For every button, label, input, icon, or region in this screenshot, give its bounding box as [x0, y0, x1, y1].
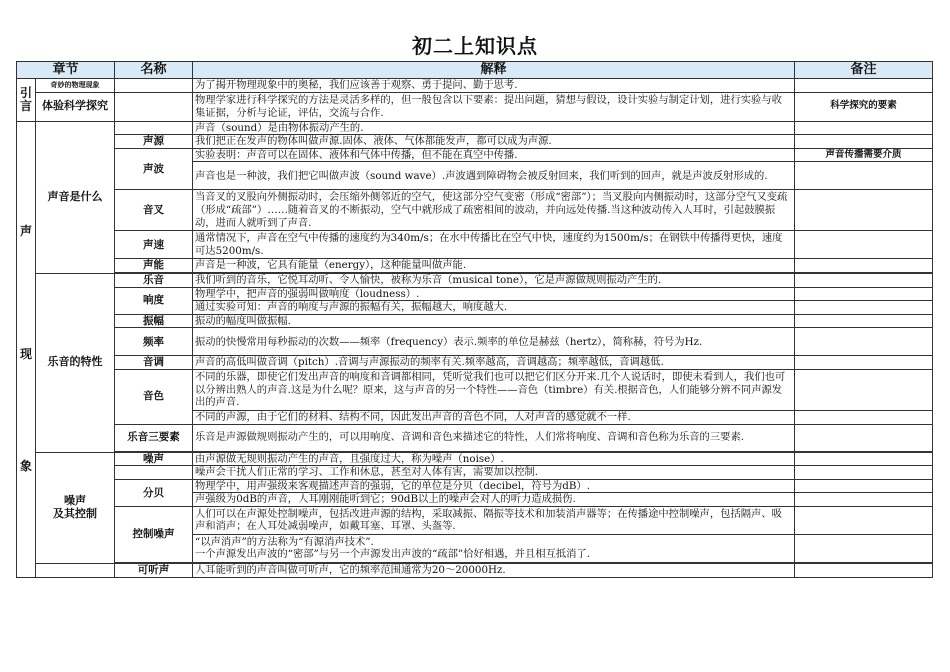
- page-title: 初二上知识点: [412, 34, 538, 58]
- table-row: [17, 92, 933, 121]
- chapter-cell: 乐音的特性: [36, 273, 115, 452]
- name-cell: 音叉: [115, 190, 193, 231]
- table-row: [17, 479, 933, 493]
- table-row: [17, 231, 933, 259]
- note-cell: [795, 493, 933, 507]
- explanation-cell: [193, 534, 795, 562]
- note-cell: 声音传播需要介质: [795, 148, 933, 162]
- table-row: [17, 369, 933, 410]
- name-cell: 乐音三要素: [115, 424, 193, 451]
- table-row: [17, 121, 933, 135]
- note-cell: [795, 273, 933, 287]
- chapter-cell: 体验科学探究: [36, 92, 115, 121]
- name-cell: 音调: [115, 356, 193, 370]
- section-char: 引: [19, 86, 32, 101]
- chapter-cell: 噪声 及其控制: [36, 452, 115, 563]
- name-cell: 声波: [115, 148, 193, 190]
- explanation-cell: 通常情况下，声音在空气中传播的速度约为340m/s；在水中传播比在空气中快，速度约为1500m/s；在钢铁中传播得更快，速度可达5200m/s.: [193, 231, 795, 259]
- name-cell: 声能: [115, 259, 193, 273]
- note-cell: [795, 287, 933, 301]
- note-cell: [795, 301, 933, 315]
- note-cell: [795, 369, 933, 410]
- explanation-cell: 物理学中，用声强级来客观描述声音的强弱，它的单位是分贝（decibel，符号为dB）.: [193, 479, 795, 493]
- section-char: 现: [19, 346, 32, 361]
- name-cell: 声速: [115, 231, 193, 259]
- table-row: [17, 356, 933, 370]
- header-explanation: 解释: [193, 62, 795, 79]
- table-row: [17, 190, 933, 231]
- explanation-cell: 声音的高低叫做音调（pitch）.音调与声源振动的频率有关.频率越高，音调越高；频率越低，音调越低.: [193, 356, 795, 370]
- header-note: 备注: [795, 62, 933, 79]
- note-cell: [795, 356, 933, 370]
- explanation-cell: 由声源做无规则振动产生的声音，且强度过大，称为噪声（noise）.: [193, 452, 795, 466]
- table-row: [17, 506, 933, 534]
- explanation-cell: 振动的快慢常用每秒振动的次数——频率（frequency）表示.频率的单位是赫兹（hertz），简称赫，符号为Hz.: [193, 328, 795, 356]
- explanation-cell: 物理学家进行科学探究的方法是灵活多样的，但一般包含以下要素：提出问题，猜想与假设，设计实验与制定计划，进行实验与收集证据，分析与论证，评估，交流与合作.: [193, 92, 795, 121]
- table-row: [17, 452, 933, 466]
- table-row: [17, 314, 933, 328]
- section-char: 言: [19, 98, 32, 113]
- explanation-line: 一个声源发出声波的“密部”与另一个声源发出声波的“疏部”恰好相遇，并且相互抵消了.: [195, 548, 591, 561]
- explanation-cell: 通过实验可知：声音的响度与声源的振幅有关，振幅越大，响度越大.: [193, 301, 795, 315]
- explanation-cell: 当音叉的叉股向外侧振动时，会压缩外侧邻近的空气，使这部分空气变密（形成“密部”）；当叉股向内侧振动时，这部分空气又变疏（形成“疏部”）……随着音叉的不断振动，空气中就形成了疏密相间的波动，并向远处传播.当这种波动传入人耳时，引起鼓膜振动，进而人就听到了声音.: [193, 190, 795, 231]
- note-cell: [795, 135, 933, 149]
- note-cell: [795, 314, 933, 328]
- table-row: [17, 424, 933, 451]
- chapter-cell: 奇妙的物理现象: [36, 79, 115, 93]
- name-cell: [115, 79, 193, 93]
- name-cell: 声源: [115, 135, 193, 149]
- note-cell: [795, 563, 933, 577]
- note-cell: [795, 79, 933, 93]
- knowledge-table: [16, 61, 933, 578]
- table-row: [17, 563, 933, 577]
- explanation-cell: 声音（sound）是由物体振动产生的.: [193, 121, 795, 135]
- note-cell: [795, 534, 933, 562]
- name-cell: 振幅: [115, 314, 193, 328]
- note-cell: [795, 162, 933, 190]
- explanation-cell: 我们把正在发声的物体叫做声源.固体、液体、气体都能发声，都可以成为声源.: [193, 135, 795, 149]
- name-cell: [115, 121, 193, 135]
- name-cell: [115, 466, 193, 480]
- explanation-cell: 声音是一种波，它具有能量（energy），这种能量叫做声能.: [193, 259, 795, 273]
- header-row: [17, 62, 933, 79]
- note-cell: [795, 259, 933, 273]
- name-cell: [115, 92, 193, 121]
- explanation-line: “以声消声”的方法称为“有源消声技术”.: [195, 535, 374, 548]
- note-cell: [795, 452, 933, 466]
- note-cell: [795, 424, 933, 451]
- explanation-cell: 我们听到的音乐，它悦耳动听、令人愉快，被称为乐音（musical tone），它是声源做规则振动产生的.: [193, 273, 795, 287]
- explanation-cell: 人耳能听到的声音叫做可听声，它的频率范围通常为20～20000Hz.: [193, 563, 795, 577]
- chapter-cell: 声音是什么: [36, 121, 115, 273]
- section-char: 象: [19, 459, 32, 474]
- table-row: [17, 287, 933, 301]
- note-cell: 科学探究的要素: [795, 92, 933, 121]
- explanation-cell: 振动的幅度叫做振幅.: [193, 314, 795, 328]
- name-cell: 噪声: [115, 452, 193, 466]
- table-row: [17, 328, 933, 356]
- note-cell: [795, 479, 933, 493]
- name-cell: 乐音: [115, 273, 193, 287]
- note-cell: [795, 231, 933, 259]
- section-char: 声: [19, 224, 32, 239]
- name-cell: 响度: [115, 287, 193, 314]
- table-row: [17, 79, 933, 93]
- table-row: [17, 135, 933, 149]
- section-intro: [17, 79, 36, 122]
- explanation-cell: 不同的声源，由于它们的材料、结构不同，因此发出声音的音色不同，人对声音的感觉就不一样.: [193, 410, 795, 424]
- table-row: [17, 466, 933, 480]
- note-cell: [795, 121, 933, 135]
- table-row: [17, 259, 933, 273]
- chapter-cell: [36, 563, 115, 577]
- note-cell: [795, 190, 933, 231]
- name-cell: 控制噪声: [115, 506, 193, 562]
- table-row: [17, 148, 933, 162]
- name-cell: 音色: [115, 369, 193, 424]
- name-cell: 可听声: [115, 563, 193, 577]
- explanation-cell: 实验表明：声音可以在固体、液体和气体中传播，但不能在真空中传播.: [193, 148, 795, 162]
- explanation-cell: 人们可以在声源处控制噪声，包括改进声源的结构，采取减振、隔振等技术和加装消声器等；在传播途中控制噪声，包括隔声、吸声和消声；在人耳处减弱噪声，如戴耳塞、耳罩、头盔等.: [193, 506, 795, 534]
- note-cell: [795, 328, 933, 356]
- name-cell: 频率: [115, 328, 193, 356]
- section-sound: [17, 121, 36, 577]
- explanation-cell: 声强级为0dB的声音，人耳刚刚能听到它；90dB以上的噪声会对人的听力造成损伤.: [193, 493, 795, 507]
- name-cell: 分贝: [115, 479, 193, 506]
- explanation-cell: 噪声会干扰人们正常的学习、工作和休息，甚至对人体有害，需要加以控制.: [193, 466, 795, 480]
- explanation-cell: 物理学中，把声音的强弱叫做响度（loudness）.: [193, 287, 795, 301]
- note-cell: [795, 410, 933, 424]
- table-row: [17, 273, 933, 287]
- explanation-cell: 为了揭开物理现象中的奥秘，我们应该善于观察、勇于提问、勤于思考.: [193, 79, 795, 93]
- explanation-cell: 不同的乐器，即使它们发出声音的响度和音调都相同，凭听觉我们也可以把它们区分开来.几个人说话时，即使未看到人，我们也可以分辨出熟人的声音.这是为什么呢？原来，这与声音的另一个特性——音色（timbre）有关.根据音色，人们能够分辨不同声源发出的声音.: [193, 369, 795, 410]
- header-name: 名称: [115, 62, 193, 79]
- note-cell: [795, 506, 933, 534]
- explanation-cell: 声音也是一种波，我们把它叫做声波（sound wave）.声波遇到障碍物会被反射回来，我们听到的回声，就是声波反射形成的.: [193, 162, 795, 190]
- note-cell: [795, 466, 933, 480]
- header-chapter: 章节: [17, 62, 115, 79]
- explanation-cell: 乐音是声源做规则振动产生的，可以用响度、音调和音色来描述它的特性，人们常将响度、音调和音色称为乐音的三要素.: [193, 424, 795, 451]
